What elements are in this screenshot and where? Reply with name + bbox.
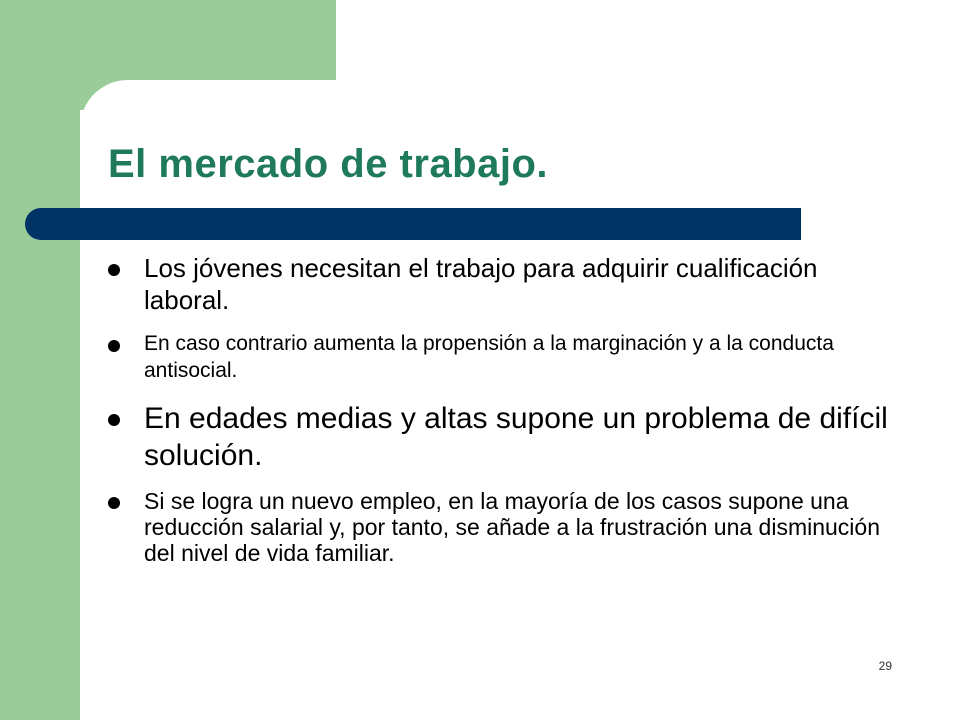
bullet-dot-icon (108, 340, 120, 352)
green-side-band (0, 0, 80, 720)
bullet-item (108, 252, 908, 316)
slide-title: El mercado de trabajo. (108, 142, 549, 186)
bullet-text: En caso contrario aumenta la propensión a la marginación y a la conducta antisocial. (144, 332, 834, 382)
page-number: 29 (878, 659, 892, 673)
bullet-text: Si se logra un nuevo empleo, en la mayoría de los casos supone una reducción salarial y, por tanto, se añade a la frustración una disminución del nivel de vida familiar. (144, 488, 880, 566)
bullet-text: Los jóvenes necesitan el trabajo para adquirir cualificación laboral. (144, 253, 818, 315)
bullet-text: En edades medias y altas supone un problema de difícil solución. (144, 402, 888, 472)
title-underline-bar (25, 208, 801, 240)
bullet-dot-icon (108, 264, 120, 276)
bullet-item (108, 488, 908, 566)
bullet-item (108, 330, 908, 384)
bullet-dot-icon (108, 497, 120, 509)
bullet-list (108, 252, 908, 566)
bullet-item (108, 400, 908, 474)
bullet-dot-icon (108, 414, 120, 426)
